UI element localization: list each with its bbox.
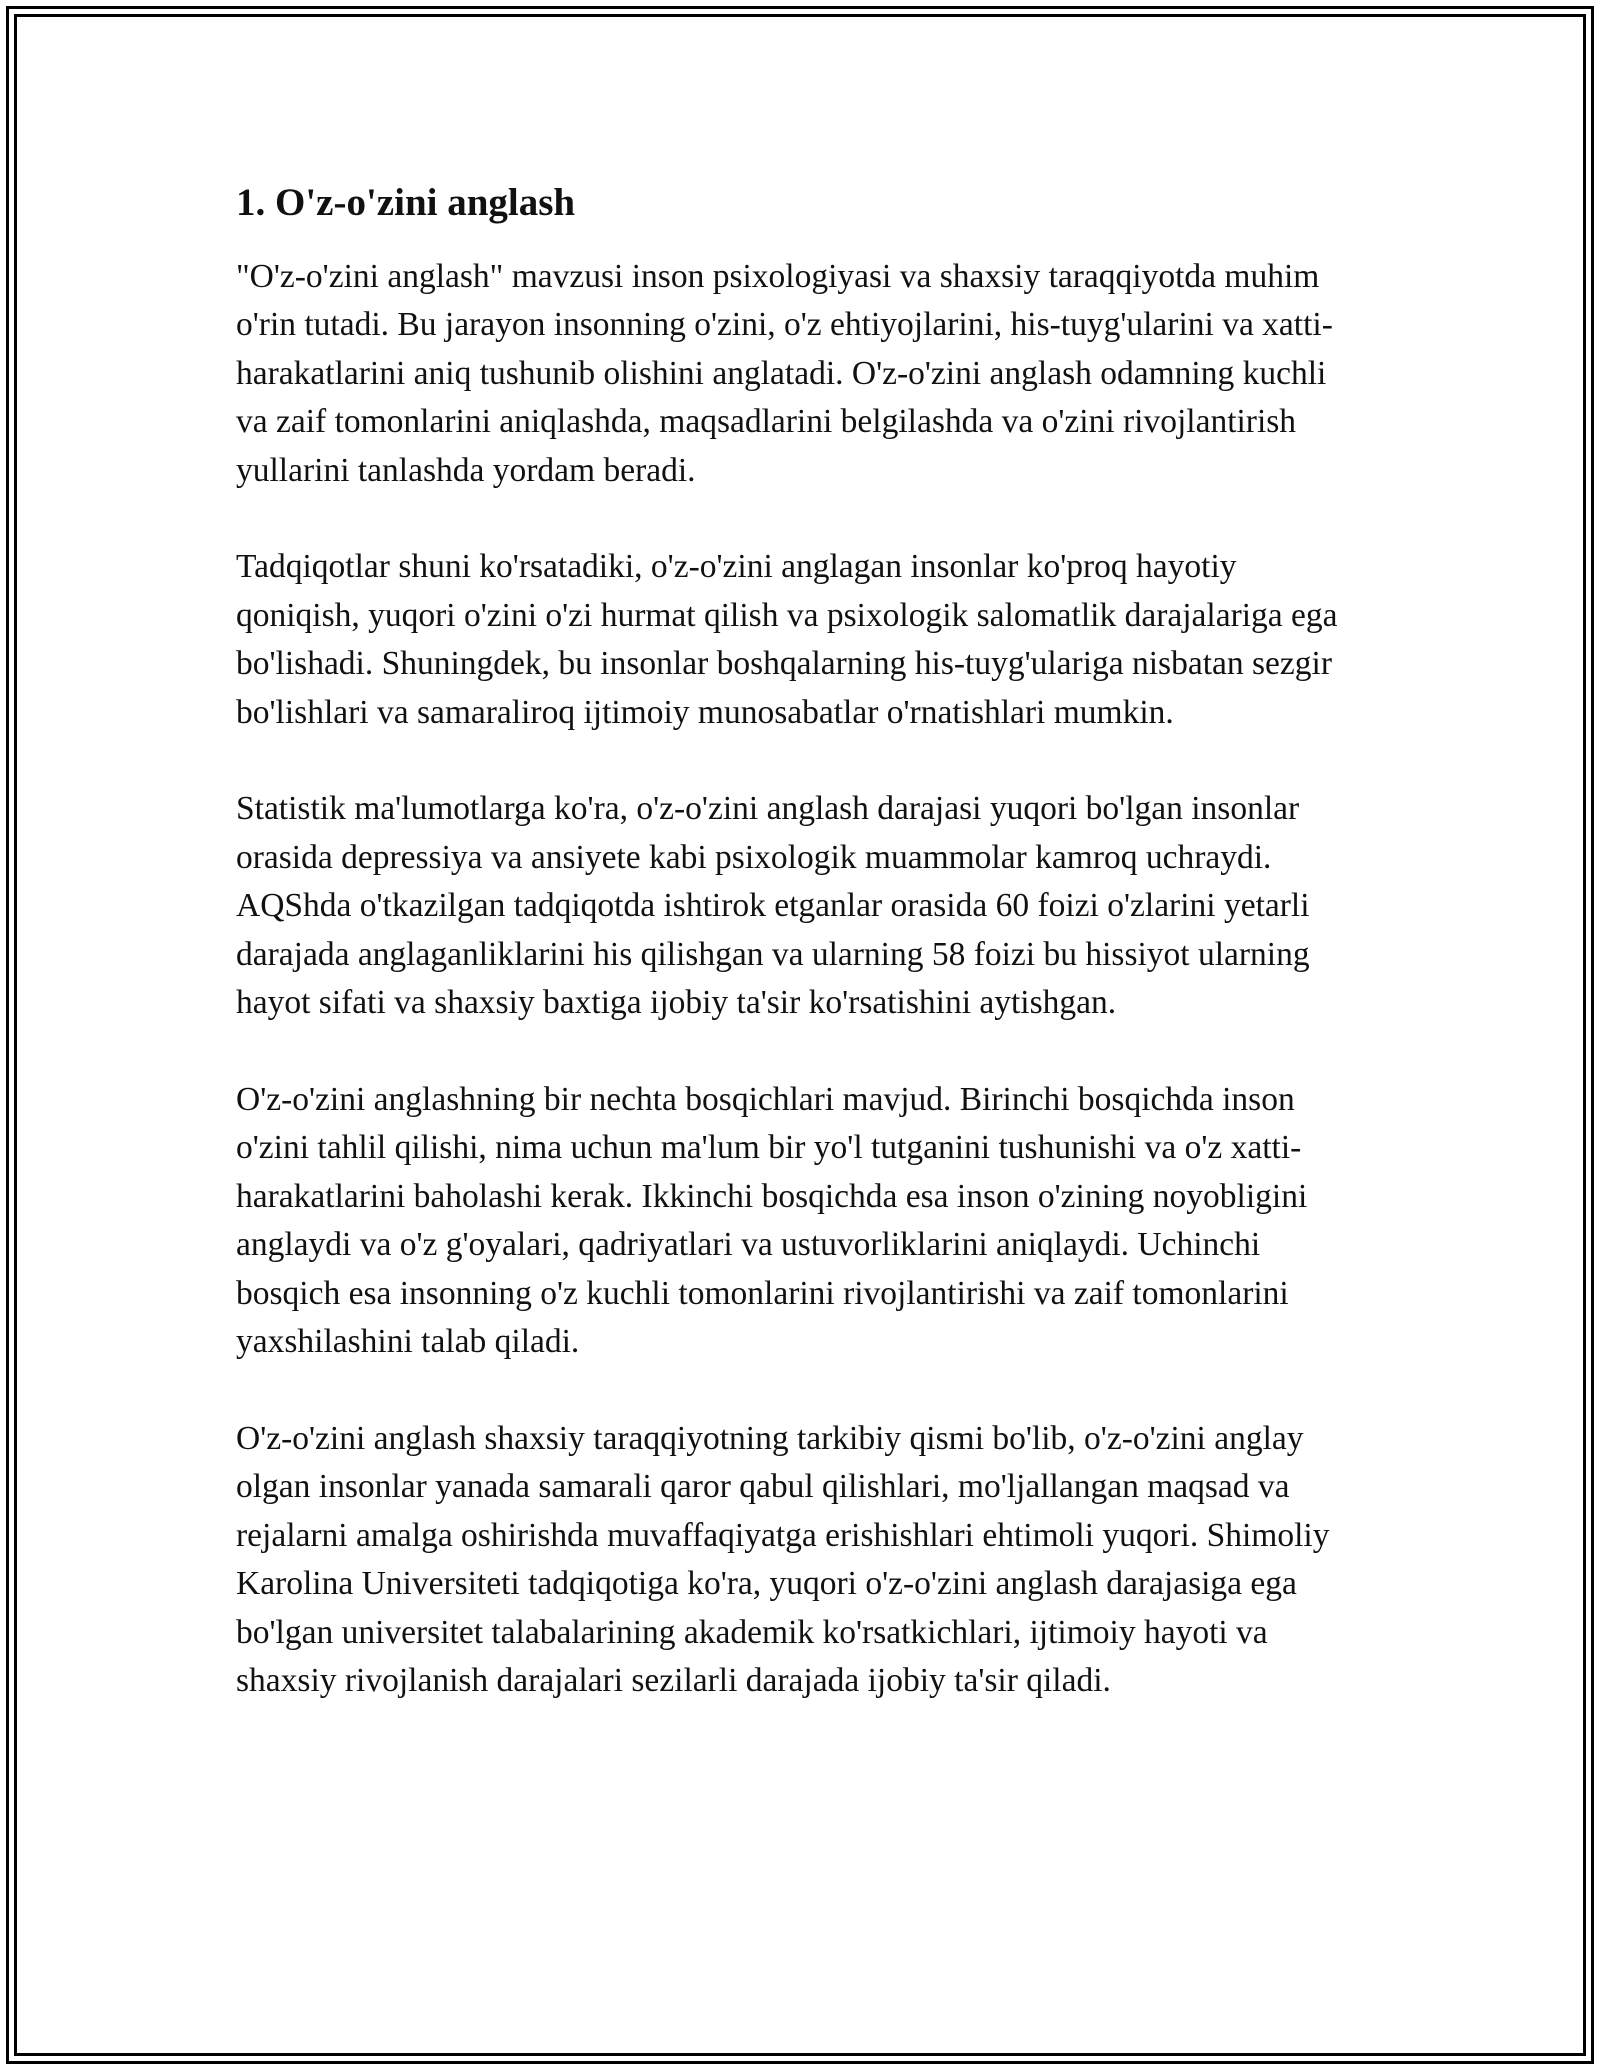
paragraph-2: Tadqiqotlar shuni ko'rsatadiki, o'z-o'zini anglagan insonlar ko'proq hayotiy qoniqish, yuqori o'zini o'zi hurmat qilish va psixologik salomatlik darajalariga ega bo'lishadi. Shuningdek, bu insonlar boshqalarning his-tuyg'ulariga nisbatan sezgir bo'lishlari va samaraliroq ijtimoiy munosabatlar o'rnatishlari mumkin. xyxy=(236,548,1338,731)
paragraph-3: Statistik ma'lumotlarga ko'ra, o'z-o'zini anglash darajasi yuqori bo'lgan insonlar orasida depressiya va ansiyete kabi psixologik muammolar kamroq uchraydi. AQShda o'tkazilgan tadqiqotda ishtirok etganlar orasida 60 foizi o'zlarini yetarli darajada anglaganliklarini his qilishgan va ularning 58 foizi bu hissiyot ularning hayot sifati va shaxsiy baxtiga ijobiy ta'sir ko'rsatishini aytishgan. xyxy=(236,790,1310,1022)
paragraph-1: "O'z-o'zini anglash" mavzusi inson psixologiyasi va shaxsiy taraqqiyotda muhim o'rin tutadi. Bu jarayon insonning o'zini, o'z ehtiyojlarini, his-tuyg'ularini va xatti-harakatlarini aniq tushunib olishini anglatadi. O'z-o'zini anglash odamning kuchli va zaif tomonlarini aniqlashda, maqsadlarini belgilashda va o'zini rivojlantirish yullarini tanlashda yordam beradi. xyxy=(236,257,1333,489)
paragraph-5: O'z-o'zini anglash shaxsiy taraqqiyotning tarkibiy qismi bo'lib, o'z-o'zini anglay olgan insonlar yanada samarali qaror qabul qilishlari, mo'ljallangan maqsad va rejalarni amalga oshirishda muvaffaqiyatga erishishlari ehtimoli yuqori. Shimoliy Karolina Universiteti tadqiqotiga ko'ra, yuqori o'z-o'zini anglash darajasiga ega bo'lgan universitet talabalarining akademik ko'rsatkichlari, ijtimoiy hayoti va shaxsiy rivojlanish darajalari sezilarli darajada ijobiy ta'sir qiladi. xyxy=(236,1419,1330,1700)
section-heading: 1. O'z-o'zini anglash xyxy=(236,181,576,224)
document-body xyxy=(236,180,1366,1706)
paragraph-4: O'z-o'zini anglashning bir nechta bosqichlari mavjud. Birinchi bosqichda inson o'zini tahlil qilishi, nima uchun ma'lum bir yo'l tutganini tushunishi va o'z xatti-harakatlarini baholashi kerak. Ikkinchi bosqichda esa inson o'zining noyobligini anglaydi va o'z g'oyalari, qadriyatlari va ustuvorliklarini aniqlaydi. Uchinchi bosqich esa insonning o'z kuchli tomonlarini rivojlantirishi va zaif tomonlarini yaxshilashini talab qiladi. xyxy=(236,1080,1308,1361)
